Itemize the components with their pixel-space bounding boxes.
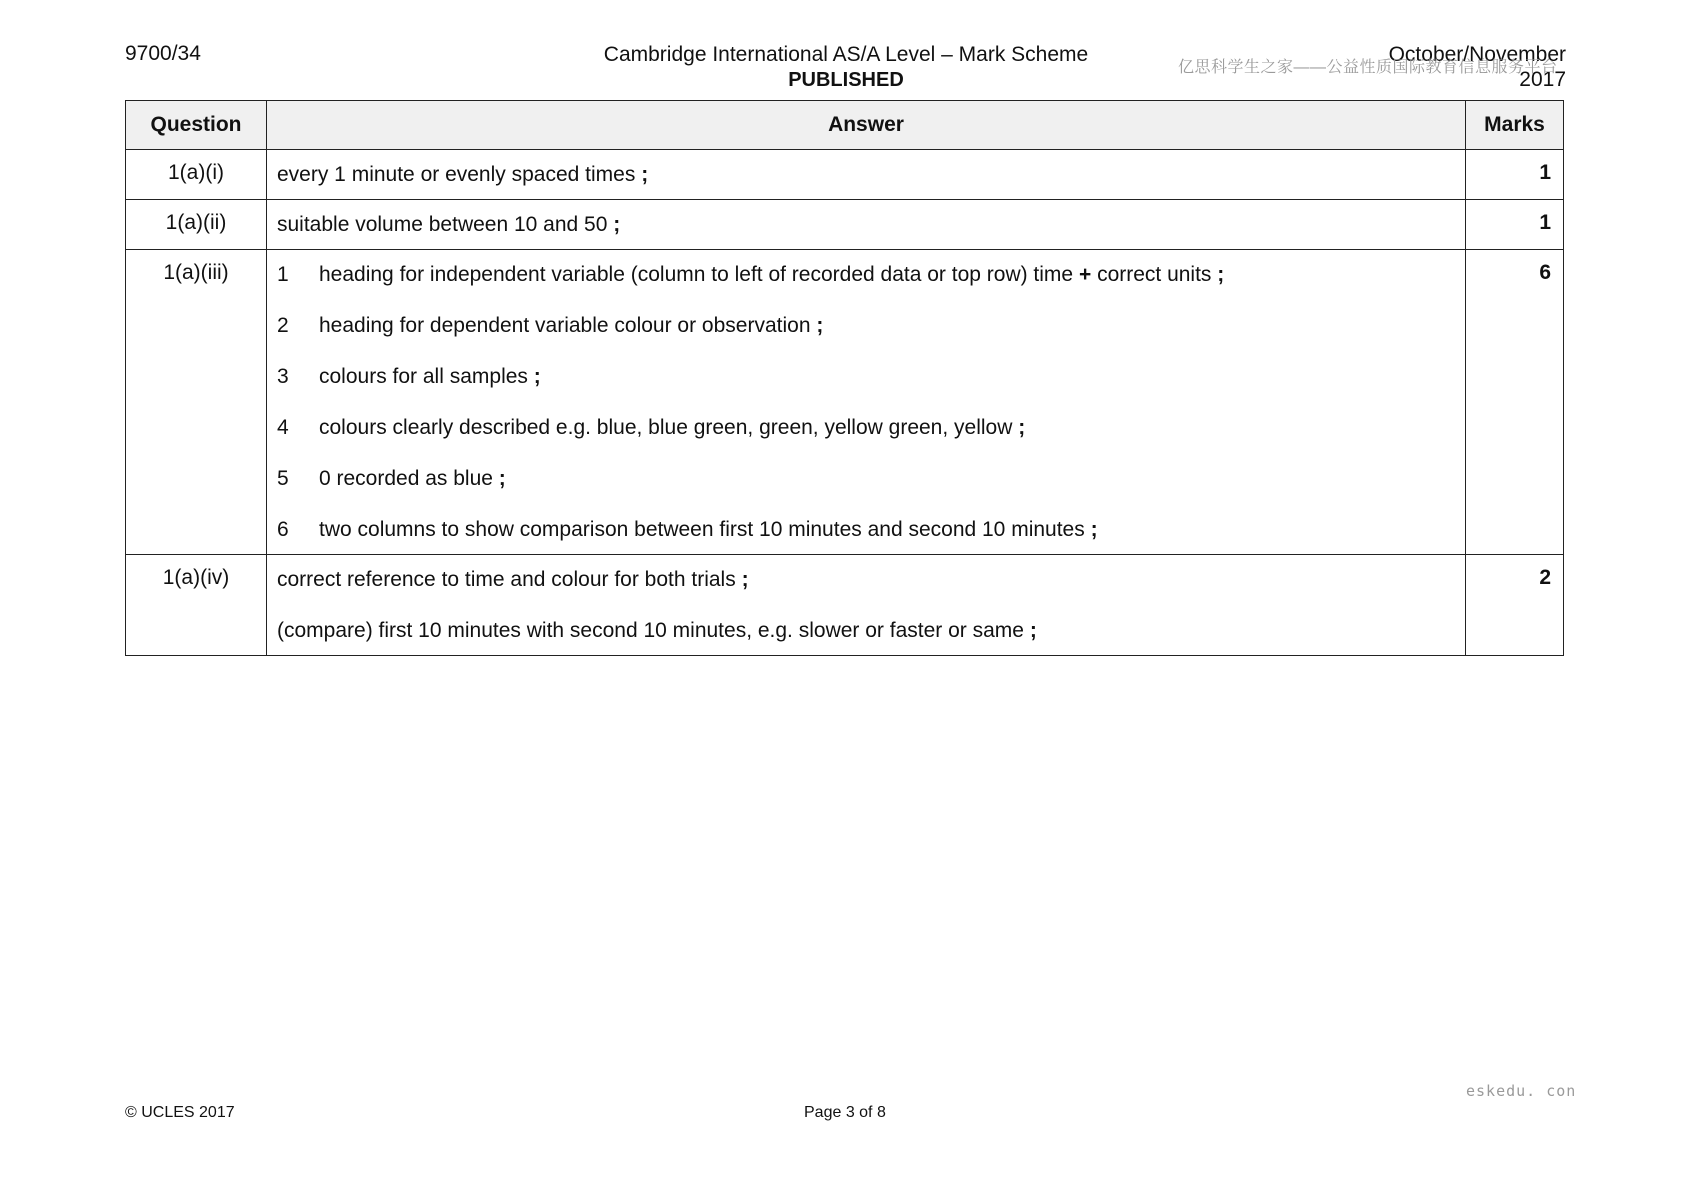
semicolon: ; <box>1029 619 1037 642</box>
point-number: 6 <box>277 518 289 541</box>
table-row <box>126 150 1564 200</box>
question-cell: 1(a)(iv) <box>126 555 267 656</box>
column-header-answer: Answer <box>267 101 1466 150</box>
answer-cell <box>267 250 1466 555</box>
answer-text: correct reference to time and colour for both trials <box>277 568 736 591</box>
point-number: 2 <box>277 314 289 337</box>
answer-text: every 1 minute or evenly spaced times <box>277 163 636 186</box>
question-cell: 1(a)(ii) <box>126 200 267 250</box>
answer-cell <box>267 150 1466 200</box>
page-number: Page 3 of 8 <box>804 1104 886 1121</box>
answer-point <box>277 516 1455 543</box>
semicolon: ; <box>1090 518 1098 541</box>
session-label: October/November <box>1388 43 1566 66</box>
answer-text: (compare) first 10 minutes with second 10 minutes, e.g. slower or faster or same <box>277 619 1024 642</box>
semicolon: ; <box>1217 263 1225 286</box>
answer-line <box>277 161 1455 188</box>
table-row <box>126 555 1564 656</box>
answer-line <box>277 211 1455 238</box>
published-label: PUBLISHED <box>788 69 904 91</box>
point-text: heading for independent variable (column to left of recorded data or top row) time <box>319 263 1074 286</box>
paper-code: 9700/34 <box>125 42 201 65</box>
semicolon: ; <box>641 163 649 186</box>
answer-point <box>277 414 1455 441</box>
point-number: 5 <box>277 467 289 490</box>
answer-point <box>277 261 1455 288</box>
table-row <box>126 250 1564 555</box>
watermark-text: 亿思科学生之家——公益性质国际教育信息服务平台 <box>1178 59 1558 76</box>
answer-point <box>277 363 1455 390</box>
semicolon: ; <box>498 467 506 490</box>
answer-line <box>277 617 1455 644</box>
session-year: 2017 <box>1519 68 1566 91</box>
document-title: Cambridge International AS/A Level – Mark Scheme <box>603 43 1089 66</box>
point-text: two columns to show comparison between first 10 minutes and second 10 minutes <box>319 518 1085 541</box>
answer-point <box>277 312 1455 339</box>
mark-scheme-table <box>125 100 1564 656</box>
semicolon: ; <box>816 314 824 337</box>
point-text: colours for all samples <box>319 365 528 388</box>
marks-cell: 6 <box>1466 250 1564 555</box>
marks-cell: 1 <box>1466 150 1564 200</box>
semicolon: ; <box>1018 416 1026 439</box>
point-text: heading for dependent variable colour or observation <box>319 314 811 337</box>
answer-cell <box>267 555 1466 656</box>
point-text: correct units <box>1097 263 1212 286</box>
marks-cell: 2 <box>1466 555 1564 656</box>
point-text: colours clearly described e.g. blue, blue green, green, yellow green, yellow <box>319 416 1013 439</box>
column-header-question: Question <box>126 101 267 150</box>
copyright: © UCLES 2017 <box>125 1104 235 1121</box>
answer-cell <box>267 200 1466 250</box>
watermark-url: eskedu. con <box>1466 1082 1577 1100</box>
point-number: 1 <box>277 263 289 286</box>
point-number: 3 <box>277 365 289 388</box>
table-row <box>126 200 1564 250</box>
answer-point <box>277 465 1455 492</box>
table-header-row <box>126 101 1564 150</box>
marks-cell: 1 <box>1466 200 1564 250</box>
plus-sign: + <box>1078 263 1092 286</box>
semicolon: ; <box>533 365 541 388</box>
point-text: 0 recorded as blue <box>319 467 493 490</box>
answer-line <box>277 566 1455 593</box>
semicolon: ; <box>613 213 621 236</box>
question-cell: 1(a)(iii) <box>126 250 267 555</box>
column-header-marks: Marks <box>1466 101 1564 150</box>
answer-text: suitable volume between 10 and 50 <box>277 213 608 236</box>
document-title-block <box>540 42 1152 92</box>
question-cell: 1(a)(i) <box>126 150 267 200</box>
semicolon: ; <box>741 568 749 591</box>
point-number: 4 <box>277 416 289 439</box>
